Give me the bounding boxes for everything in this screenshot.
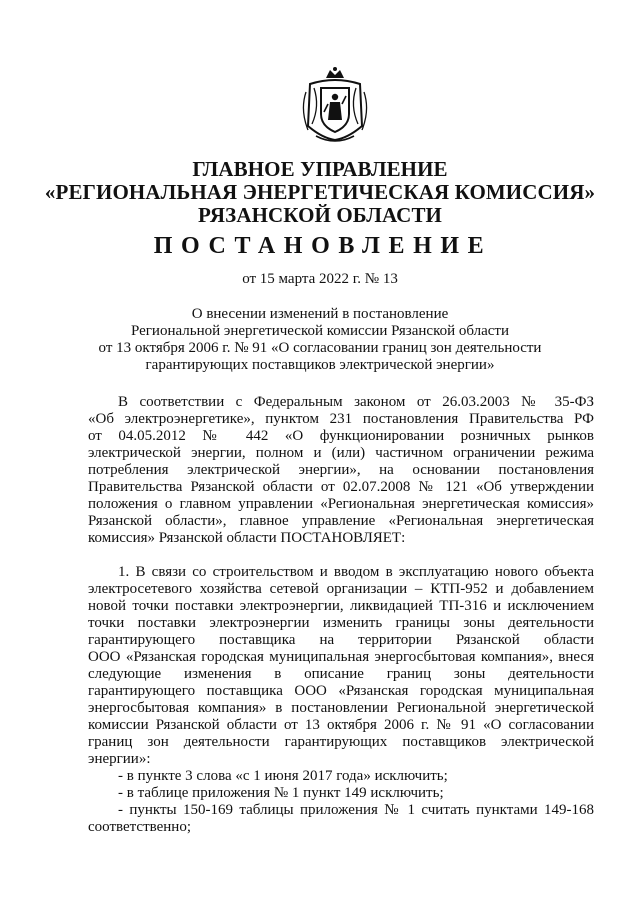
document-body xyxy=(88,394,594,836)
clause-1-line: гарантирующего поставщика на территории Рязанской области xyxy=(88,632,594,648)
clause-1-line: комиссии Рязанской области от 13 октября 2006 г. № 91 «О согласовании xyxy=(88,717,594,733)
clause-1-line: энергии»: xyxy=(88,751,151,767)
clause-1-line: точки поставки электроэнергии изменить границы зоны деятельности xyxy=(88,615,594,631)
org-name-line-1: ГЛАВНОЕ УПРАВЛЕНИЕ xyxy=(192,157,448,181)
preamble-line: Рязанской области», главное управление «Региональная энергетическая xyxy=(88,513,594,529)
clause-1-line: электросетевого хозяйства сетевой организации – КТП-952 и добавлением xyxy=(88,581,594,597)
coat-of-arms-emblem xyxy=(296,66,374,146)
paragraph-gap xyxy=(88,547,594,564)
preamble-line: потребления электрической энергии», на основании постановления xyxy=(88,462,594,478)
clause-1-line: энергосбытовая компания» в постановлении Региональной энергетической xyxy=(88,700,594,716)
preamble-line: от 04.05.2012 № 442 «О функционировании розничных рынков xyxy=(88,428,594,444)
org-name-line-3: РЯЗАНСКОЙ ОБЛАСТИ xyxy=(198,203,442,227)
preamble-line: комиссия» Рязанской области ПОСТАНОВЛЯЕТ: xyxy=(88,530,406,546)
list-item: - в таблице приложения № 1 пункт 149 исключить; xyxy=(118,785,444,801)
subject-line: Региональной энергетической комиссии Рязанской области xyxy=(130,323,510,339)
preamble-line: положения о главном управлении «Региональная энергетическая комиссия» xyxy=(88,496,594,512)
clause-1-line: границ зон деятельности гарантирующих поставщиков электрической xyxy=(88,734,594,750)
document-date-number: от 15 марта 2022 г. № 13 xyxy=(242,271,398,287)
document-subject xyxy=(0,306,640,374)
preamble-line: электрической энергии, полном и (или) частичном ограничении режима xyxy=(88,445,594,461)
clause-1-line: 1. В связи со строительством и вводом в эксплуатацию нового объекта xyxy=(118,564,594,580)
preamble-line: В соответствии с Федеральным законом от 26.03.2003 № 35-ФЗ xyxy=(118,394,594,410)
clause-1-line: гарантирующего поставщика ООО «Рязанская городская муниципальная xyxy=(88,683,594,699)
clause-1-line: новой точки поставки электроэнергии, ликвидацией ТП-316 и исключением xyxy=(88,598,594,614)
subject-line: О внесении изменений в постановление xyxy=(191,306,449,322)
list-item-continuation: соответственно; xyxy=(88,819,191,835)
document-type-title: ПОСТАНОВЛЕНИЕ xyxy=(153,233,493,259)
preamble-line: «Об электроэнергетике», пунктом 231 постановления Правительства РФ xyxy=(88,411,594,427)
subject-line: гарантирующих поставщиков электрической энергии» xyxy=(145,357,495,373)
clause-1-line: ООО «Рязанская городская муниципальная энергосбытовая компания», внеся xyxy=(88,649,594,665)
subject-line: от 13 октября 2006 г. № 91 «О согласовании границ зон деятельности xyxy=(98,340,542,356)
org-name-line-2: «РЕГИОНАЛЬНАЯ ЭНЕРГЕТИЧЕСКАЯ КОМИССИЯ» xyxy=(44,180,596,204)
clause-1-line: следующие изменения в описание границ зоны деятельности xyxy=(88,666,594,682)
preamble-line: Правительства Рязанской области от 02.07.2008 № 121 «Об утверждении xyxy=(88,479,594,495)
list-item: - пункты 150-169 таблицы приложения № 1 считать пунктами 149-168 xyxy=(118,802,594,818)
list-item: - в пункте 3 слова «с 1 июня 2017 года» исключить; xyxy=(118,768,448,784)
